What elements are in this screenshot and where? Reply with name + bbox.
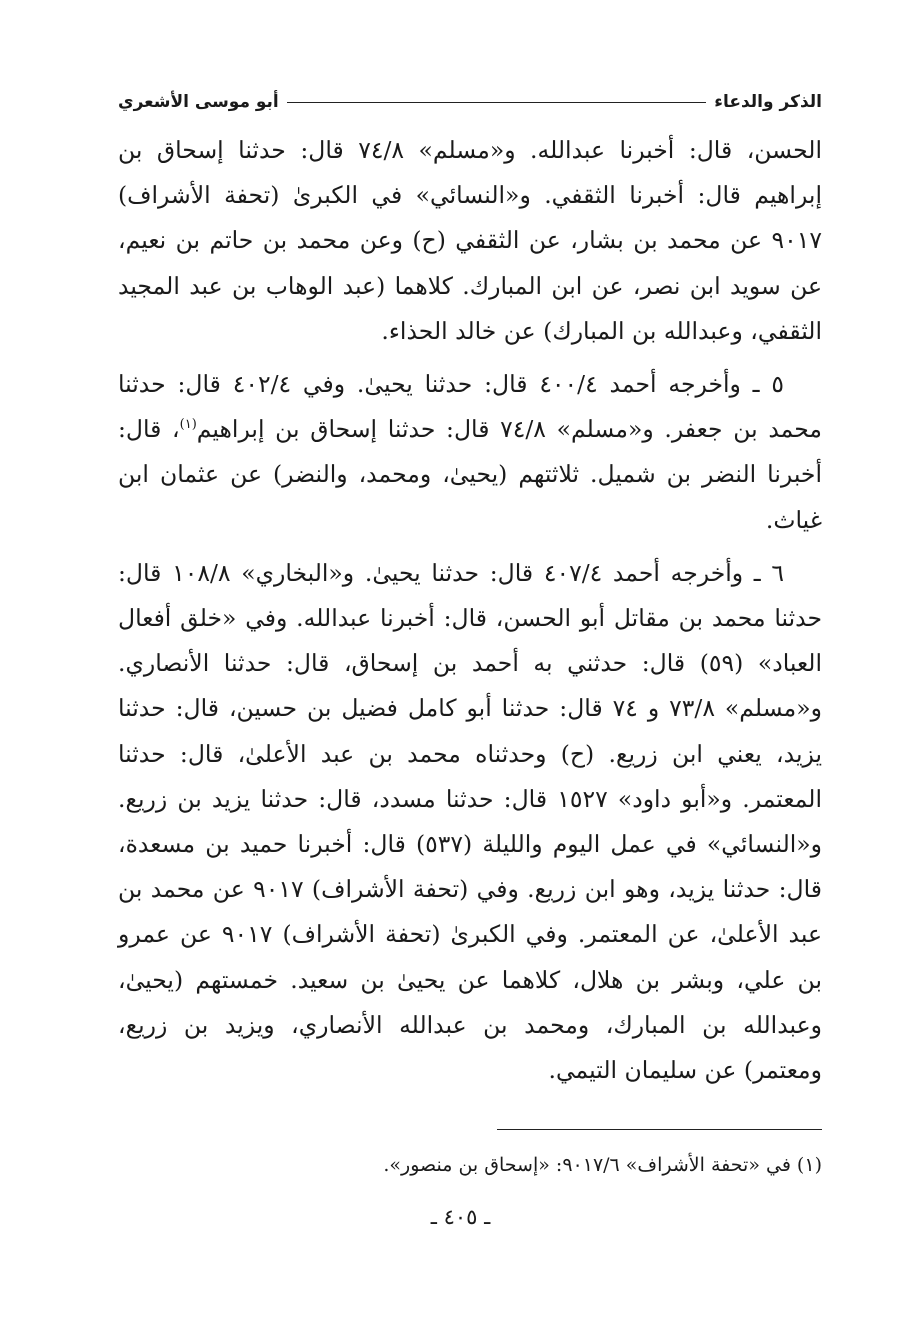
paragraph-6: ٦ ـ وأخرجه أحمد ٤٠٧/٤ قال: حدثنا يحيىٰ. و«البخاري» ١٠٨/٨ قال: حدثنا محمد بن مقاتل أبو الحسن، قال: أخبرنا عبدالله. وفي «خلق أفعال العباد» (٥٩) قال: حدثني به أحمد بن إسحاق، قال: حدثنا الأنصاري. و«مسلم» ٧٣/٨ و ٧٤ قال: حدثنا أبو كامل فضيل بن حسين، قال: حدثنا يزيد، يعني ابن زريع. (ح) وحدثناه محمد بن عبد الأعلىٰ، قال: حدثنا المعتمر. و«أبو داود» ١٥٢٧ قال: حدثنا مسدد، قال: حدثنا يزيد بن زريع. و«النسائي» في عمل اليوم والليلة (٥٣٧) قال: أخبرنا حميد بن مسعدة، قال: حدثنا يزيد، وهو ابن زريع. وفي (تحفة الأشراف) ٩٠١٧ عن محمد بن عبد الأعلىٰ، عن المعتمر. وفي الكبرىٰ (تحفة الأشراف) ٩٠١٧ عن عمرو بن علي، وبشر بن هلال، كلاهما عن يحيىٰ بن سعيد. خمستهم (يحيىٰ، وعبدالله بن المبارك، ومحمد بن عبدالله الأنصاري، ويزيد بن زريع، ومعتمر) عن سليمان التيمي. (118, 558, 823, 1085)
main-text (118, 128, 822, 1093)
paragraph-1: الحسن، قال: أخبرنا عبدالله. و«مسلم» ٧٤/٨ قال: حدثنا إسحاق بن إبراهيم قال: أخبرنا الثقفي. و«النسائي» في الكبرىٰ (تحفة الأشراف) ٩٠١٧ عن محمد بن بشار، عن الثقفي (ح) وعن محمد بن حاتم بن نعيم، عن سويد ابن نصر، عن ابن المبارك. كلاهما (عبد الوهاب بن عبد المجيد الثقفي، وعبدالله بن المبارك) عن خالد الحذاء. (118, 136, 822, 345)
footnote: (١) في «تحفة الأشراف» ٩٠١٧/٦: «إسحاق بن منصور». (383, 1154, 822, 1176)
header-chapter-title: الذكر والدعاء (714, 92, 822, 112)
paragraph-5-part-1: ٥ ـ وأخرجه أحمد ٤٠٠/٤ قال: حدثنا يحيىٰ. وفي ٤٠٢/٤ قال: حدثنا محمد بن جعفر. و«مسلم» ٧٤/٨ قال: حدثنا إسحاق بن إبراهيم (118, 370, 822, 444)
paragraph-5 (118, 362, 822, 543)
footnote-separator (497, 1129, 822, 1130)
header-rule (287, 102, 707, 103)
page-number: ـ ٤٠٥ ـ (430, 1205, 491, 1229)
header-section-title: أبو موسى الأشعري (118, 92, 279, 112)
running-header (118, 86, 822, 119)
paragraph-5-part-2: ، قال: أخبرنا النضر بن شميل. ثلاثتهم (يحيىٰ، ومحمد، والنضر) عن عثمان ابن غياث. (118, 415, 822, 534)
footnote-reference: (١) (179, 417, 197, 433)
